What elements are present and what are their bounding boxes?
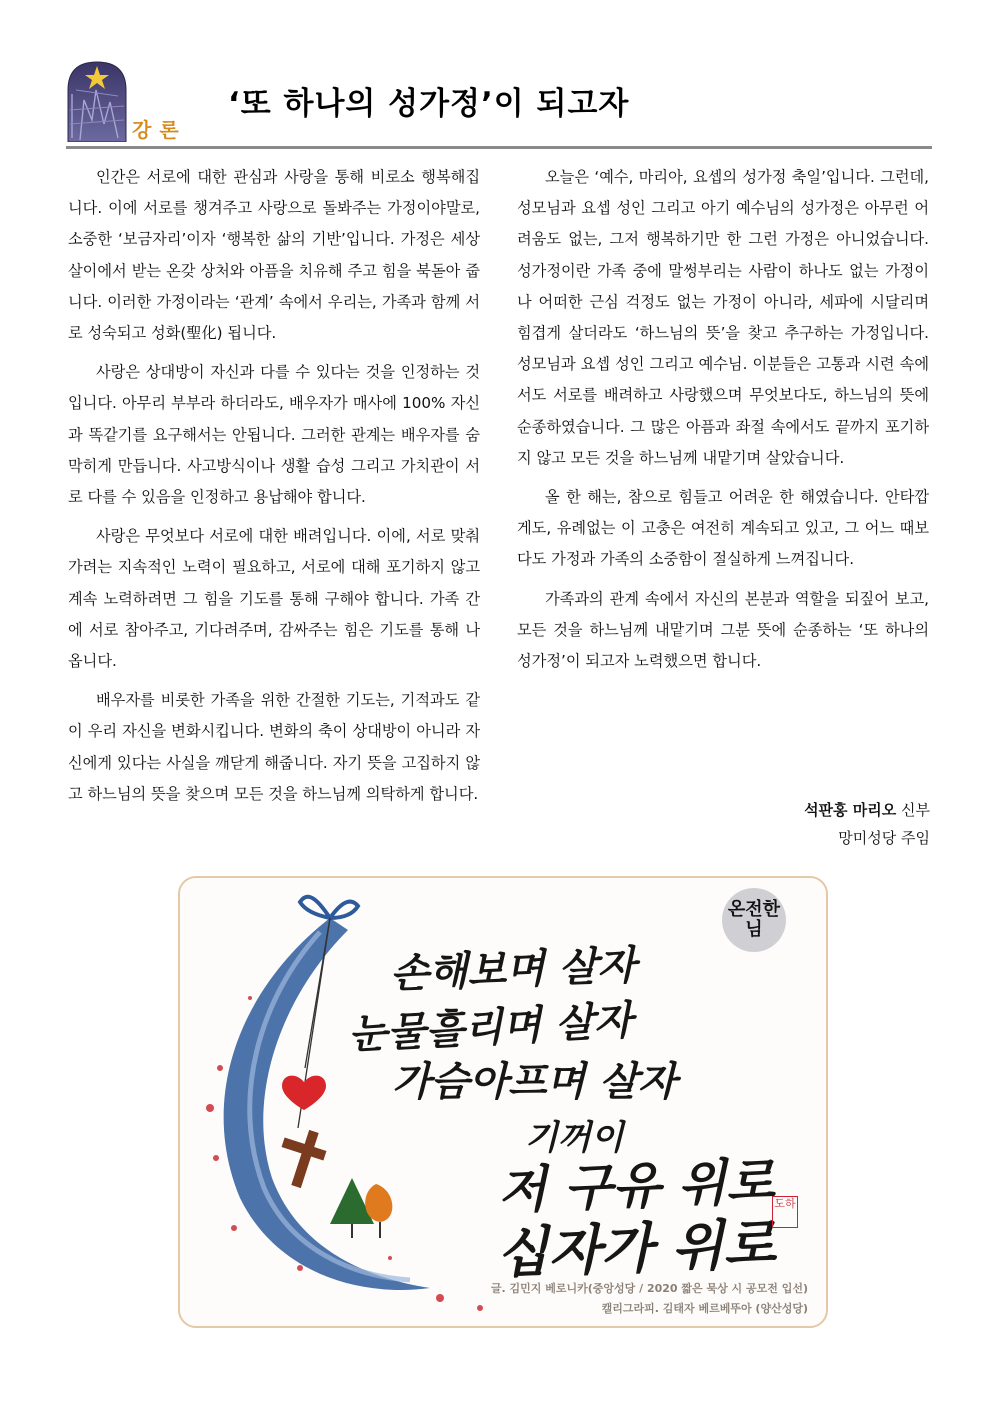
heart-icon bbox=[282, 1076, 326, 1110]
calligraphy-line: 눈물흘리며 살자 bbox=[347, 996, 634, 1059]
calligraphy-line: 가슴아프며 살자 bbox=[392, 1058, 677, 1105]
cross-icon bbox=[282, 1130, 327, 1188]
signature bbox=[804, 796, 930, 852]
author-name: 석판홍 마리오 bbox=[804, 801, 897, 819]
calligraphy-line: 손해보며 살자 bbox=[389, 941, 637, 998]
article-header bbox=[66, 56, 932, 152]
paragraph: 올 한 해는, 참으로 힘들고 어려운 한 해였습니다. 안타깝게도, 유례없는 이 고충은 여전히 계속되고 있고, 그 어느 때보다도 가정과 가족의 소중함이 절실하게 느껴집니다. bbox=[517, 488, 929, 569]
page-title: ‘또 하나의 성가정’이 되고자 bbox=[228, 86, 630, 122]
calligraphy-line: 기꺼이 bbox=[525, 1118, 624, 1158]
header-divider bbox=[66, 146, 932, 149]
poem-credit: 글. 김민지 베로니카(중앙성당 / 2020 짧은 묵상 시 공모전 입선) bbox=[490, 1282, 808, 1295]
artist-stamp: 도하 bbox=[772, 1196, 798, 1228]
paragraph: 사랑은 상대방이 자신과 다를 수 있다는 것을 인정하는 것입니다. 아무리 부부라 하더라도, 배우자가 매사에 100% 자신과 똑같기를 요구해서는 안됩니다. 그러한 관계는 배우자를 숨막히게 만듭니다. 사고방식이나 생활 습성 그리고 가치관이 서로 다를 수 있음을 인정하고 용납해야 합니다. bbox=[68, 363, 480, 507]
author-title: 신부 bbox=[901, 801, 930, 819]
paragraph: 인간은 서로에 대한 관심과 사랑을 통해 비로소 행복해집니다. 이에 서로를 챙겨주고 사랑으로 돌봐주는 가정이야말로, 소중한 ‘보금자리’이자 ‘행복한 삶의 기반’입니다. 가정은 세상살이에서 받는 온갖 상처와 아픔을 치유해 주고 힘을 북돋아 줍니다. 이러한 가정이라는 ‘관계’ 속에서 우리는, 가족과 함께 서로 성숙되고 성화(聖化) 됩니다. bbox=[68, 168, 480, 343]
stained-glass-logo-icon bbox=[66, 60, 128, 142]
author-parish: 망미성당 주임 bbox=[838, 829, 930, 847]
ribbon-bow-icon bbox=[300, 897, 358, 918]
right-column bbox=[517, 162, 929, 685]
seal-text: 온전한님 bbox=[727, 899, 781, 940]
left-column bbox=[68, 162, 480, 818]
signature-line bbox=[804, 796, 930, 824]
paragraph: 사랑은 무엇보다 서로에 대한 배려입니다. 이에, 서로 맞춰가려는 지속적인 노력이 필요하고, 서로에 대해 포기하지 않고 계속 노력하려면 그 힘을 기도를 통해 구해야 합니다. 가족 간에 서로 참아주고, 기다려주며, 감싸주는 힘은 기도를 통해 나옵니다. bbox=[68, 527, 480, 671]
calligraphy-line: 저 구유 위로 bbox=[497, 1151, 776, 1220]
paragraph: 가족과의 관계 속에서 자신의 본분과 역할을 되짚어 보고, 모든 것을 하느님께 내맡기며 그분 뜻에 순종하는 ‘또 하나의 성가정’이 되고자 노력했으면 합니다. bbox=[517, 589, 929, 671]
paragraph: 오늘은 ‘예수, 마리아, 요셉의 성가정 축일’입니다. 그런데, 성모님과 요셉 성인 그리고 아기 예수님의 성가정은 아무런 어려움도 없는, 그저 행복하기만 한 그런 가정은 아니었습니다. 성가정이란 가족 중에 말썽부리는 사람이 하나도 없는 가정이나 어떠한 근심 걱정도 없는 가정이 아니라, 세파에 시달리며 힘겹게 살더라도 ‘하느님의 뜻’을 찾고 추구하는 가정입니다. 성모님과 요셉 성인 그리고 예수님. 이분들은 고통과 시련 속에서도 서로를 배려하고 사랑했으며 무엇보다도, 하느님의 뜻에 순종하였습니다. 그 많은 아픔과 좌절 속에서도 끝까지 포기하지 않고 모든 것을 하느님께 내맡기며 살았습니다. bbox=[517, 168, 929, 467]
paragraph: 배우자를 비롯한 가족을 위한 간절한 기도는, 기적과도 같이 우리 자신을 변화시킵니다. 변화의 축이 상대방이 아니라 자신에게 있다는 사실을 깨닫게 해줍니다. 자기 뜻을 고집하지 않고 하느님의 뜻을 찾으며 모든 것을 하느님께 의탁하게 합니다. bbox=[68, 691, 480, 803]
calligraphy-credit: 캘리그라피. 김태자 베르베뚜아 (양산성당) bbox=[601, 1302, 808, 1315]
calligraphy-line: 십자가 위로 bbox=[495, 1211, 777, 1285]
section-label: 강론 bbox=[132, 118, 187, 142]
calligraphy-card bbox=[178, 876, 828, 1328]
